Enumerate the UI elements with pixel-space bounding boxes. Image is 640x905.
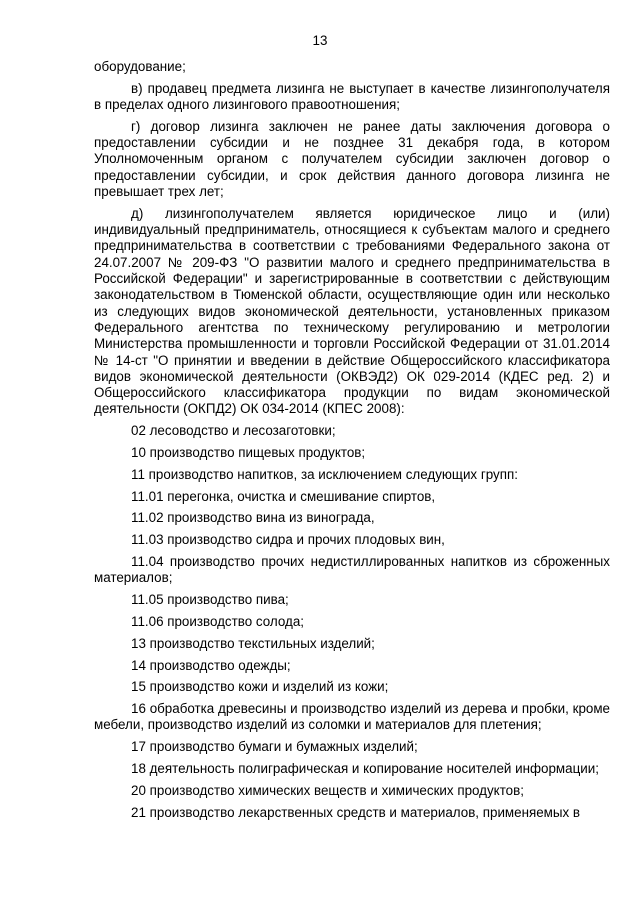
list-item: 14 производство одежды; — [131, 657, 291, 673]
list-item: 17 производство бумаги и бумажных изделий; — [131, 739, 418, 755]
list-item: 15 производство кожи и изделий из кожи; — [131, 679, 389, 695]
paragraph: оборудование; — [94, 59, 186, 74]
list-item: 20 производство химических веществ и химических продуктов; — [131, 782, 524, 798]
paragraph: д) лизингополучателем является юридическое лицо и (или) индивидуальный предприниматель, относящиеся к субъектам малого и среднего предпринимательства в соответствии с требованиями Федерального закона от 24.07.2007 № 209-ФЗ "О развитии малого и среднего предпринимательства в Российской Федерации" и зарегистрированные в соответствии с действующим законодательством в Тюменской области, осуществляющие один или несколько из следующих видов экономической деятельности, установленных приказом Федерального агентства по техническому регулированию и метрологии Министерства промышленности и торговли Российской Федерации от 31.01.2014 № 14-ст "О принятии и введении в действие Общероссийского классификатора видов экономической деятельности (ОКВЭД2) ОК 029-2014 (КДЕС ред. 2) и Общероссийского классификатора продукции по видам экономической деятельности (ОКПД2) ОК 034-2014 (КПЕС 2008): — [94, 205, 610, 417]
list-item: 21 производство лекарственных средств и материалов, применяемых в — [131, 804, 581, 820]
paragraph: г) договор лизинга заключен не ранее даты заключения договора о предоставлении субсидии и не позднее 31 декабря года, в котором Уполномоченным органом с получателем субсидии заключен договор о предоставлении субсидии, и срок действия данного договора лизинга не превышает трех лет; — [94, 118, 610, 200]
list-item: 11 производство напитков, за исключением следующих групп: — [131, 466, 518, 482]
list-item: 18 деятельность полиграфическая и копирование носителей информации; — [131, 760, 599, 776]
list-item: 11.04 производство прочих недистиллированных напитков из сброженных материалов; — [94, 554, 610, 586]
list-item: 13 производство текстильных изделий; — [131, 635, 375, 651]
list-item: 11.01 перегонка, очистка и смешивание спиртов, — [131, 488, 436, 504]
document-body — [94, 59, 610, 826]
list-item: 11.02 производство вина из винограда, — [131, 510, 375, 526]
list-item: 16 обработка древесины и производство изделий из дерева и пробки, кроме мебели, производство изделий из соломки и материалов для плетения; — [94, 701, 610, 733]
list-item: 11.05 производство пива; — [131, 592, 289, 608]
list-item: 02 лесоводство и лесозаготовки; — [131, 423, 336, 439]
list-item: 11.03 производство сидра и прочих плодовых вин, — [131, 532, 445, 548]
list-item: 10 производство пищевых продуктов; — [131, 445, 366, 461]
paragraph: в) продавец предмета лизинга не выступает в качестве лизингополучателя в пределах одного лизингового правоотношения; — [94, 80, 610, 113]
page-number: 13 — [312, 33, 328, 48]
list-item: 11.06 производство солода; — [131, 613, 304, 629]
